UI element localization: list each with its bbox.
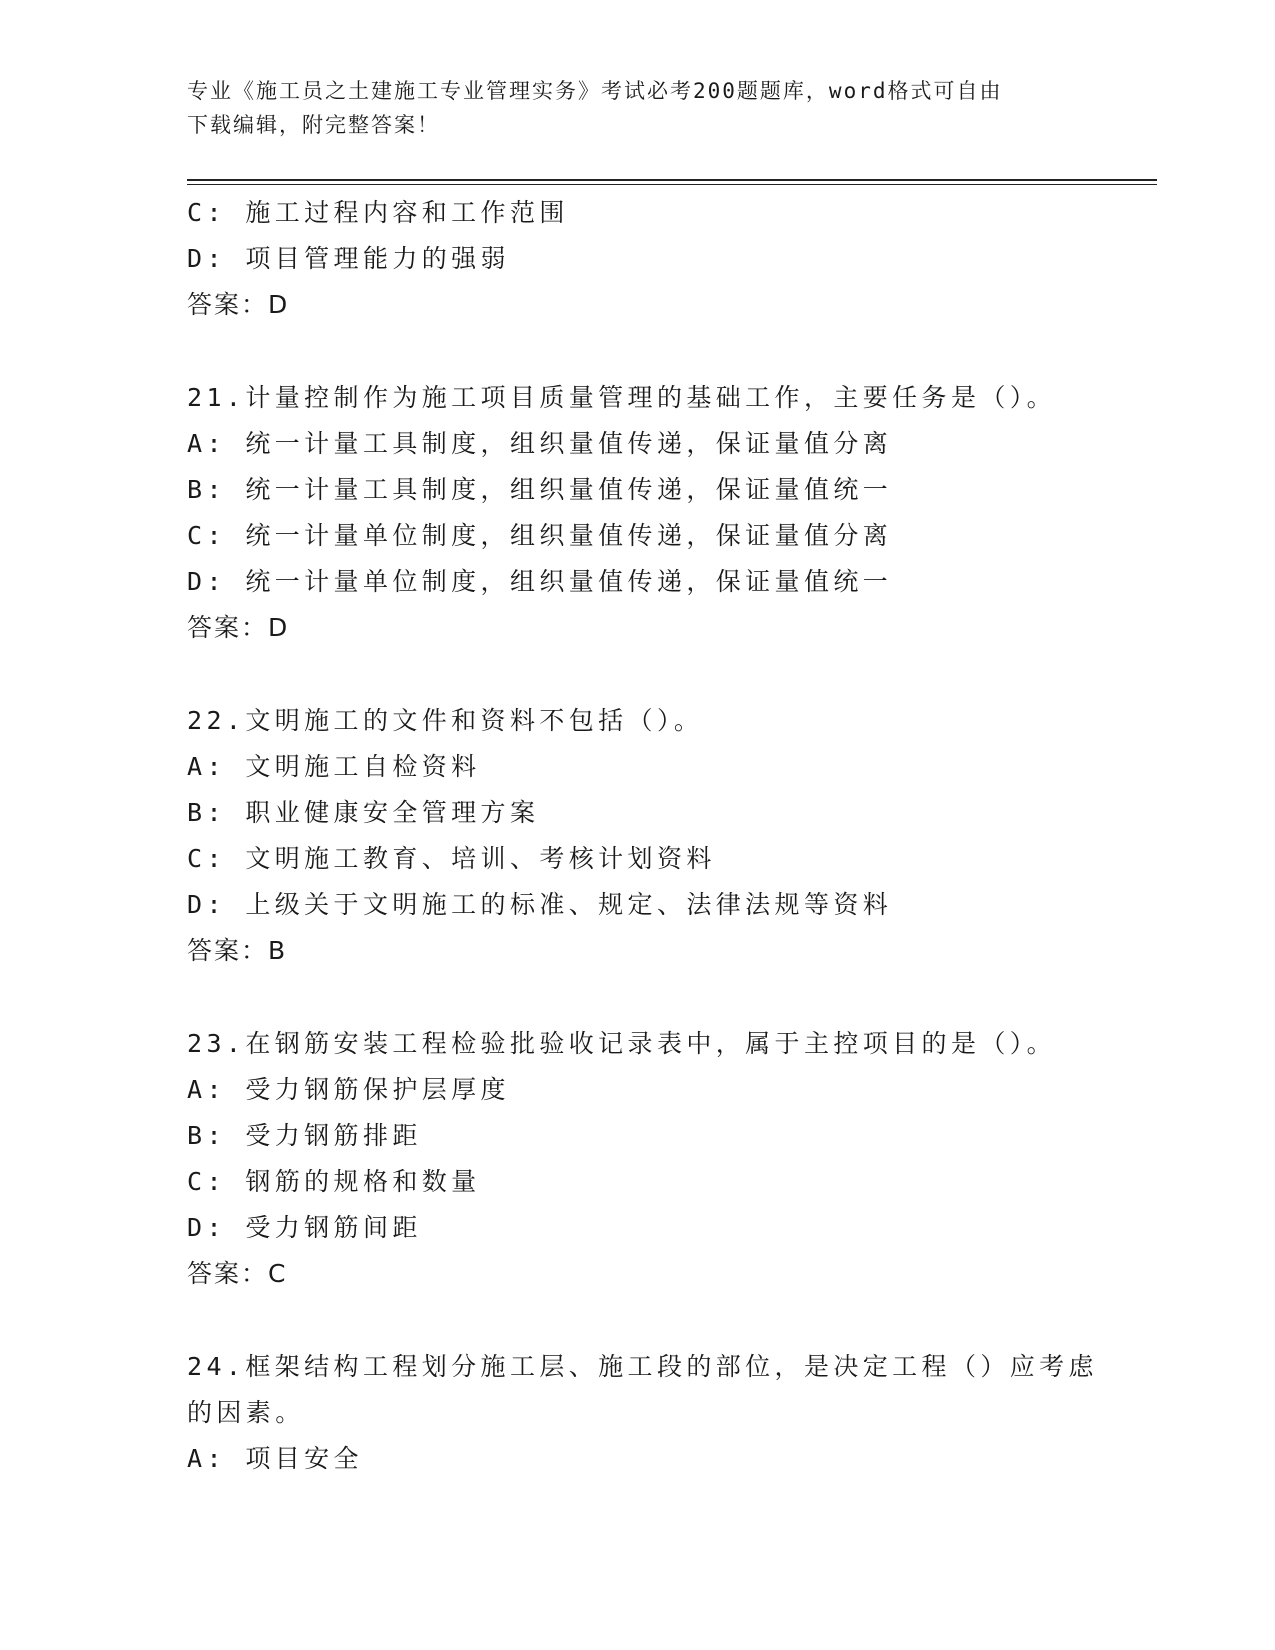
question-21 (187, 375, 1087, 651)
question-stem: 21.计量控制作为施工项目质量管理的基础工作，主要任务是（）。 (187, 383, 1057, 412)
option-a: A: 统一计量工具制度，组织量值传递，保证量值分离 (187, 429, 893, 458)
answer-line: 答案：D (187, 613, 290, 642)
option-c: C: 统一计量单位制度，组织量值传递，保证量值分离 (187, 521, 893, 550)
question-22 (187, 698, 1087, 974)
answer-line: 答案：C (187, 1259, 288, 1288)
option-d: D: 统一计量单位制度，组织量值传递，保证量值统一 (187, 567, 893, 596)
option-c: C: 钢筋的规格和数量 (187, 1167, 481, 1196)
option-a: A: 受力钢筋保护层厚度 (187, 1075, 510, 1104)
question-list (187, 190, 1098, 1482)
answer-line: 答案：B (187, 936, 288, 965)
option-d: D: 项目管理能力的强弱 (187, 244, 510, 273)
header-line-2: 下载编辑，附完整答案！ (187, 113, 440, 137)
question-20-tail (187, 190, 1087, 328)
option-d: D: 受力钢筋间距 (187, 1213, 422, 1242)
question-stem-continued: 的因素。 (187, 1398, 305, 1427)
question-stem: 23.在钢筋安装工程检验批验收记录表中，属于主控项目的是（）。 (187, 1029, 1057, 1058)
header-divider (187, 179, 1157, 181)
option-b: B: 统一计量工具制度，组织量值传递，保证量值统一 (187, 475, 893, 504)
option-a: A: 项目安全 (187, 1444, 363, 1473)
option-d: D: 上级关于文明施工的标准、规定、法律法规等资料 (187, 890, 893, 919)
option-a: A: 文明施工自检资料 (187, 752, 481, 781)
option-b: B: 职业健康安全管理方案 (187, 798, 540, 827)
document-header (187, 74, 1087, 142)
option-c: C: 施工过程内容和工作范围 (187, 198, 569, 227)
question-stem: 24.框架结构工程划分施工层、施工段的部位，是决定工程（）应考虑 (187, 1352, 1098, 1381)
question-24 (187, 1344, 1098, 1482)
question-23 (187, 1021, 1087, 1297)
question-stem: 22.文明施工的文件和资料不包括（）。 (187, 706, 704, 735)
answer-line: 答案：D (187, 290, 290, 319)
option-c: C: 文明施工教育、培训、考核计划资料 (187, 844, 716, 873)
option-b: B: 受力钢筋排距 (187, 1121, 422, 1150)
header-line-1: 专业《施工员之土建施工专业管理实务》考试必考200题题库，word格式可自由 (187, 79, 1003, 103)
header-divider-thin (187, 184, 1157, 185)
